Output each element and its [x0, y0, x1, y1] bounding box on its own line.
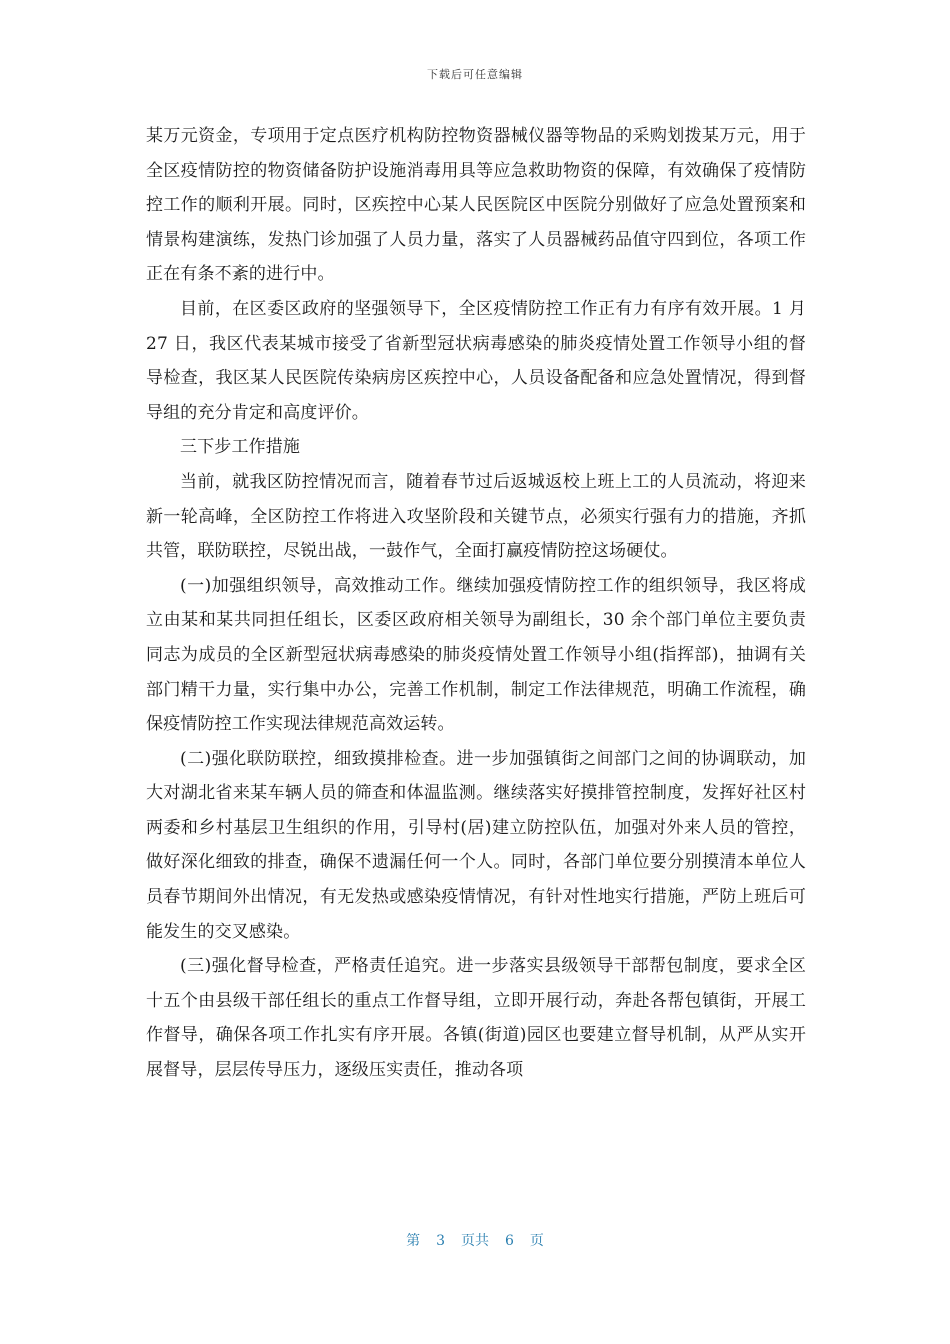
section-heading: 三下步工作措施 — [180, 437, 301, 458]
paragraph-3: 当前，就我区防控情况而言，随着春节过后返城返校上班上工的人员流动，将迎来新一轮高峰，全区防控工作将进入攻坚阶段和关键节点，必须实行强有力的措施，齐抓共管，联防联控，尽锐出战，一鼓作气，全面打赢疫情防控这场硬仗。 — [146, 471, 806, 562]
paragraph-4: (一)加强组织领导，高效推动工作。继续加强疫情防控工作的组织领导，我区将成立由某和某共同担任组长，区委区政府相关领导为副组长，30 余个部门单位主要负责同志为成员的全区新型冠状病毒感染的肺炎疫情处置工作领导小组(指挥部)，抽调有关部门精干力量，实行集中办公，完善工作机制，制定工作法律规范，明确工作流程，确保疫情防控工作实现法律规范高效运转。 — [146, 575, 806, 735]
footer-prefix: 第 — [406, 1233, 421, 1249]
page-footer — [0, 1230, 950, 1250]
paragraph-1: 某万元资金，专项用于定点医疗机构防控物资器械仪器等物品的采购划拨某万元，用于全区疫情防控的物资储备防护设施消毒用具等应急救助物资的保障，有效确保了疫情防控工作的顺利开展。同时，区疾控中心某人民医院区中医院分别做好了应急处置预案和情景构建演练，发热门诊加强了人员力量，落实了人员器械药品值守四到位，各项工作正在有条不紊的进行中。 — [146, 126, 806, 285]
document-body — [146, 119, 806, 1088]
page-header-note: 下载后可任意编辑 — [427, 68, 523, 81]
footer-suffix: 页 — [529, 1233, 544, 1249]
paragraph-6: (三)强化督导检查，严格责任追究。进一步落实县级领导干部帮包制度，要求全区十五个由县级干部任组长的重点工作督导组，立即开展行动，奔赴各帮包镇街，开展工作督导，确保各项工作扎实有序开展。各镇(街道)园区也要建立督导机制，从严从实开展督导，层层传导压力，逐级压实责任，推动各项 — [146, 956, 806, 1081]
current-page-number: 3 — [436, 1233, 445, 1249]
total-page-number: 6 — [505, 1233, 514, 1249]
paragraph-2: 目前，在区委区政府的坚强领导下，全区疫情防控工作正有力有序有效开展。1 月 27 日，我区代表某城市接受了省新型冠状病毒感染的肺炎疫情处置工作领导小组的督导检查，我区某人民医院传染病房区疾控中心，人员设备配备和应急处置情况，得到督导组的充分肯定和高度评价。 — [146, 298, 806, 423]
footer-middle: 页共 — [461, 1233, 489, 1249]
paragraph-5: (二)强化联防联控，细致摸排检查。进一步加强镇街之间部门之间的协调联动，加大对湖北省来某车辆人员的筛查和体温监测。继续落实好摸排管控制度，发挥好社区村两委和乡村基层卫生组织的作用，引导村(居)建立防控队伍，加强对外来人员的管控，做好深化细致的排查，确保不遗漏任何一个人。同时，各部门单位要分别摸清本单位人员春节期间外出情况，有无发热或感染疫情情况，有针对性地实行措施，严防上班后可能发生的交叉感染。 — [146, 748, 806, 942]
